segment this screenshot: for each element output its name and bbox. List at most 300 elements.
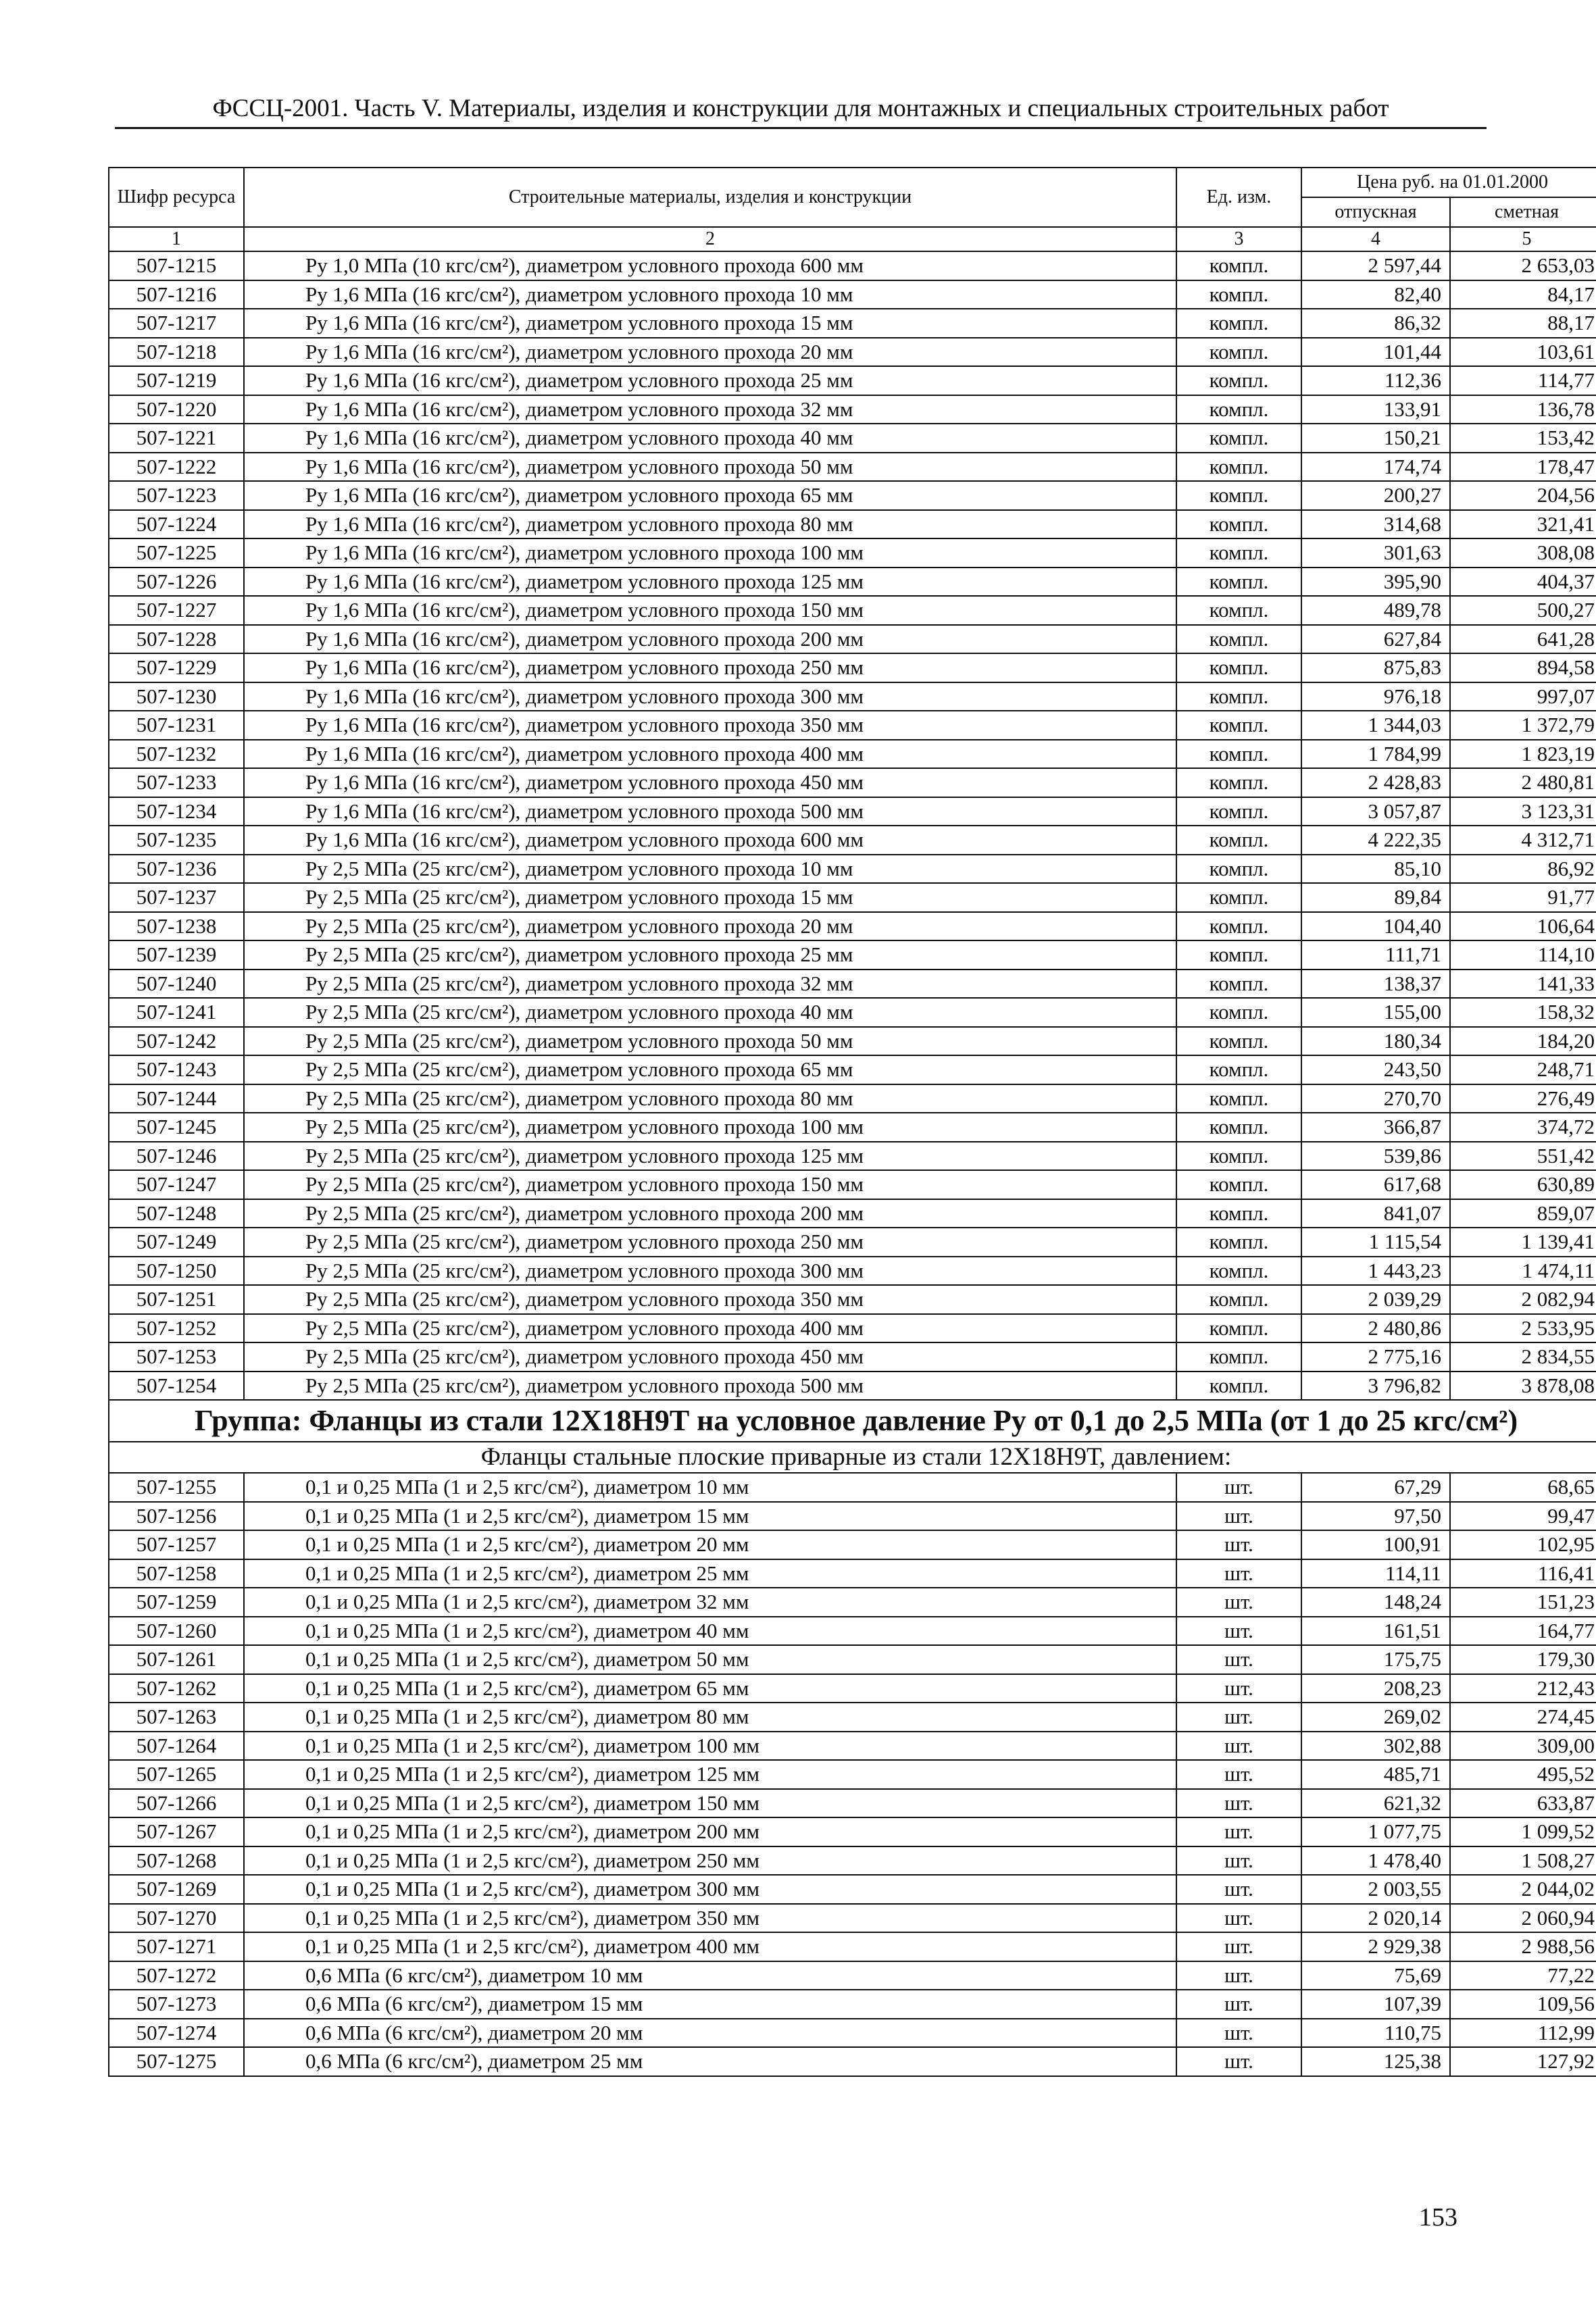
resource-code: 507-1235 (109, 826, 244, 855)
estimate-price: 136,78 (1450, 395, 1596, 424)
release-price: 110,75 (1301, 2019, 1450, 2048)
resource-code: 507-1220 (109, 395, 244, 424)
table-row (109, 251, 1596, 280)
unit-of-measure: компл. (1176, 883, 1301, 912)
table-row (109, 1113, 1596, 1142)
unit-of-measure: компл. (1176, 596, 1301, 625)
item-description: 0,1 и 0,25 МПа (1 и 2,5 кгс/см²), диаметром 15 мм (244, 1502, 1176, 1531)
resource-code: 507-1250 (109, 1257, 244, 1286)
unit-of-measure: компл. (1176, 653, 1301, 682)
estimate-price: 116,41 (1450, 1559, 1596, 1588)
unit-of-measure: шт. (1176, 1846, 1301, 1876)
column-number: 1 (109, 227, 244, 251)
release-price: 875,83 (1301, 653, 1450, 682)
unit-of-measure: компл. (1176, 538, 1301, 568)
table-row (109, 1703, 1596, 1732)
table-row (109, 797, 1596, 826)
item-description: 0,1 и 0,25 МПа (1 и 2,5 кгс/см²), диаметром 32 мм (244, 1588, 1176, 1617)
table-row (109, 883, 1596, 912)
release-price: 539,86 (1301, 1142, 1450, 1171)
table-row (109, 1285, 1596, 1314)
resource-code: 507-1255 (109, 1473, 244, 1502)
item-description: Ру 1,6 МПа (16 кгс/см²), диаметром условного прохода 25 мм (244, 366, 1176, 395)
item-description: 0,1 и 0,25 МПа (1 и 2,5 кгс/см²), диаметром 40 мм (244, 1617, 1176, 1646)
estimate-price: 141,33 (1450, 970, 1596, 999)
resource-code: 507-1221 (109, 424, 244, 453)
unit-of-measure: компл. (1176, 1199, 1301, 1228)
item-description: 0,1 и 0,25 МПа (1 и 2,5 кгс/см²), диаметром 350 мм (244, 1904, 1176, 1933)
column-number: 2 (244, 227, 1176, 251)
item-description: 0,6 МПа (6 кгс/см²), диаметром 15 мм (244, 1990, 1176, 2019)
table-row (109, 1228, 1596, 1257)
item-description: Ру 1,6 МПа (16 кгс/см²), диаметром условного прохода 32 мм (244, 395, 1176, 424)
unit-of-measure: шт. (1176, 1559, 1301, 1588)
unit-of-measure: компл. (1176, 625, 1301, 654)
estimate-price: 109,56 (1450, 1990, 1596, 2019)
table-row (109, 970, 1596, 999)
resource-code: 507-1267 (109, 1817, 244, 1846)
table-row (109, 424, 1596, 453)
table-row (109, 768, 1596, 797)
table-row (109, 596, 1596, 625)
resource-code: 507-1270 (109, 1904, 244, 1933)
table-row (109, 1961, 1596, 1990)
estimate-price: 2 044,02 (1450, 1875, 1596, 1904)
estimate-price: 102,95 (1450, 1530, 1596, 1559)
item-description: Ру 2,5 МПа (25 кгс/см²), диаметром условного прохода 200 мм (244, 1199, 1176, 1228)
estimate-price: 1 099,52 (1450, 1817, 1596, 1846)
item-description: 0,1 и 0,25 МПа (1 и 2,5 кгс/см²), диаметром 250 мм (244, 1846, 1176, 1876)
estimate-price: 106,64 (1450, 912, 1596, 941)
item-description: Ру 1,6 МПа (16 кгс/см²), диаметром условного прохода 100 мм (244, 538, 1176, 568)
item-description: Ру 2,5 МПа (25 кгс/см²), диаметром условного прохода 400 мм (244, 1314, 1176, 1343)
release-price: 2 039,29 (1301, 1285, 1450, 1314)
estimate-price: 84,17 (1450, 280, 1596, 309)
table-row (109, 1530, 1596, 1559)
resource-code: 507-1247 (109, 1170, 244, 1199)
table-row (109, 855, 1596, 884)
group-title: Группа: Фланцы из стали 12Х18Н9Т на условное давление Ру от 0,1 до 2,5 МПа (от 1 до 25 кгс/см²) (109, 1400, 1596, 1442)
resource-code: 507-1237 (109, 883, 244, 912)
table-row (109, 912, 1596, 941)
resource-code: 507-1243 (109, 1055, 244, 1084)
release-price: 200,27 (1301, 481, 1450, 510)
table-row (109, 711, 1596, 740)
table-row (109, 1314, 1596, 1343)
item-description: Ру 2,5 МПа (25 кгс/см²), диаметром условного прохода 32 мм (244, 970, 1176, 999)
resource-code: 507-1218 (109, 338, 244, 367)
table-row (109, 1732, 1596, 1761)
release-price: 97,50 (1301, 1502, 1450, 1531)
group-section (109, 1400, 1596, 1473)
header-price-release: отпускная (1301, 197, 1450, 227)
item-description: Ру 1,6 МПа (16 кгс/см²), диаметром условного прохода 200 мм (244, 625, 1176, 654)
release-price: 86,32 (1301, 309, 1450, 338)
release-price: 3 796,82 (1301, 1372, 1450, 1401)
unit-of-measure: шт. (1176, 1473, 1301, 1502)
header-name: Строительные материалы, изделия и конструкции (244, 168, 1176, 227)
table-row (109, 1588, 1596, 1617)
item-description: 0,1 и 0,25 МПа (1 и 2,5 кгс/см²), диаметром 200 мм (244, 1817, 1176, 1846)
resource-code: 507-1275 (109, 2047, 244, 2076)
estimate-price: 308,08 (1450, 538, 1596, 568)
estimate-price: 276,49 (1450, 1084, 1596, 1113)
table-row (109, 338, 1596, 367)
table-row (109, 1789, 1596, 1818)
estimate-price: 997,07 (1450, 682, 1596, 711)
item-description: 0,1 и 0,25 МПа (1 и 2,5 кгс/см²), диаметром 10 мм (244, 1473, 1176, 1502)
table-row (109, 1055, 1596, 1084)
table-row (109, 1084, 1596, 1113)
item-description: 0,1 и 0,25 МПа (1 и 2,5 кгс/см²), диаметром 300 мм (244, 1875, 1176, 1904)
estimate-price: 179,30 (1450, 1645, 1596, 1674)
estimate-price: 99,47 (1450, 1502, 1596, 1531)
item-description: Ру 1,6 МПа (16 кгс/см²), диаметром условного прохода 80 мм (244, 510, 1176, 539)
item-description: Ру 1,6 МПа (16 кгс/см²), диаметром условного прохода 20 мм (244, 338, 1176, 367)
table-row (109, 1027, 1596, 1056)
resource-code: 507-1261 (109, 1645, 244, 1674)
release-price: 89,84 (1301, 883, 1450, 912)
estimate-price: 88,17 (1450, 309, 1596, 338)
unit-of-measure: компл. (1176, 453, 1301, 482)
unit-of-measure: компл. (1176, 1285, 1301, 1314)
item-description: Ру 1,6 МПа (16 кгс/см²), диаметром условного прохода 350 мм (244, 711, 1176, 740)
resource-code: 507-1232 (109, 740, 244, 769)
release-price: 107,39 (1301, 1990, 1450, 2019)
resource-code: 507-1229 (109, 653, 244, 682)
unit-of-measure: компл. (1176, 1257, 1301, 1286)
estimate-price: 86,92 (1450, 855, 1596, 884)
estimate-price: 103,61 (1450, 338, 1596, 367)
unit-of-measure: шт. (1176, 2019, 1301, 2048)
resource-code: 507-1251 (109, 1285, 244, 1314)
table-row (109, 395, 1596, 424)
resource-code: 507-1236 (109, 855, 244, 884)
table-row (109, 1473, 1596, 1502)
item-description: Ру 1,6 МПа (16 кгс/см²), диаметром условного прохода 250 мм (244, 653, 1176, 682)
table-row (109, 538, 1596, 568)
resource-code: 507-1268 (109, 1846, 244, 1876)
price-table-container (108, 167, 1595, 2077)
unit-of-measure: компл. (1176, 711, 1301, 740)
table-row (109, 309, 1596, 338)
resource-code: 507-1231 (109, 711, 244, 740)
item-description: Ру 1,6 МПа (16 кгс/см²), диаметром условного прохода 125 мм (244, 568, 1176, 597)
unit-of-measure: шт. (1176, 1732, 1301, 1761)
release-price: 4 222,35 (1301, 826, 1450, 855)
item-description: 0,1 и 0,25 МПа (1 и 2,5 кгс/см²), диаметром 150 мм (244, 1789, 1176, 1818)
page-header: ФССЦ-2001. Часть V. Материалы, изделия и конструкции для монтажных и специальных строительных работ (115, 92, 1487, 129)
unit-of-measure: компл. (1176, 1372, 1301, 1401)
item-description: Ру 2,5 МПа (25 кгс/см²), диаметром условного прохода 300 мм (244, 1257, 1176, 1286)
resource-code: 507-1257 (109, 1530, 244, 1559)
release-price: 617,68 (1301, 1170, 1450, 1199)
table-row (109, 625, 1596, 654)
resource-code: 507-1260 (109, 1617, 244, 1646)
table-row (109, 453, 1596, 482)
header-price-estimate: сметная (1450, 197, 1596, 227)
release-price: 395,90 (1301, 568, 1450, 597)
resource-code: 507-1263 (109, 1703, 244, 1732)
unit-of-measure: компл. (1176, 251, 1301, 280)
item-description: 0,6 МПа (6 кгс/см²), диаметром 20 мм (244, 2019, 1176, 2048)
unit-of-measure: компл. (1176, 912, 1301, 941)
unit-of-measure: компл. (1176, 940, 1301, 970)
table-body-section-b (109, 1473, 1596, 2076)
resource-code: 507-1239 (109, 940, 244, 970)
release-price: 314,68 (1301, 510, 1450, 539)
item-description: Ру 1,6 МПа (16 кгс/см²), диаметром условного прохода 10 мм (244, 280, 1176, 309)
estimate-price: 633,87 (1450, 1789, 1596, 1818)
release-price: 2 003,55 (1301, 1875, 1450, 1904)
item-description: Ру 1,6 МПа (16 кгс/см²), диаметром условного прохода 500 мм (244, 797, 1176, 826)
release-price: 485,71 (1301, 1760, 1450, 1789)
item-description: Ру 1,6 МПа (16 кгс/см²), диаметром условного прохода 600 мм (244, 826, 1176, 855)
page-number: 153 (1419, 2203, 1457, 2232)
unit-of-measure: шт. (1176, 1703, 1301, 1732)
table-row (109, 1846, 1596, 1876)
table-row (109, 2047, 1596, 2076)
resource-code: 507-1256 (109, 1502, 244, 1531)
release-price: 125,38 (1301, 2047, 1450, 2076)
release-price: 111,71 (1301, 940, 1450, 970)
unit-of-measure: шт. (1176, 1990, 1301, 2019)
item-description: Ру 1,6 МПа (16 кгс/см²), диаметром условного прохода 450 мм (244, 768, 1176, 797)
item-description: 0,1 и 0,25 МПа (1 и 2,5 кгс/см²), диаметром 50 мм (244, 1645, 1176, 1674)
unit-of-measure: компл. (1176, 1142, 1301, 1171)
item-description: 0,1 и 0,25 МПа (1 и 2,5 кгс/см²), диаметром 25 мм (244, 1559, 1176, 1588)
resource-code: 507-1242 (109, 1027, 244, 1056)
resource-code: 507-1262 (109, 1674, 244, 1703)
table-row (109, 740, 1596, 769)
resource-code: 507-1249 (109, 1228, 244, 1257)
release-price: 1 077,75 (1301, 1817, 1450, 1846)
column-number: 5 (1450, 227, 1596, 251)
table-row (109, 1342, 1596, 1372)
item-description: 0,6 МПа (6 кгс/см²), диаметром 10 мм (244, 1961, 1176, 1990)
item-description: Ру 2,5 МПа (25 кгс/см²), диаметром условного прохода 500 мм (244, 1372, 1176, 1401)
unit-of-measure: компл. (1176, 826, 1301, 855)
table-row (109, 1142, 1596, 1171)
estimate-price: 1 139,41 (1450, 1228, 1596, 1257)
item-description: Ру 2,5 МПа (25 кгс/см²), диаметром условного прохода 450 мм (244, 1342, 1176, 1372)
resource-code: 507-1253 (109, 1342, 244, 1372)
table-row (109, 1617, 1596, 1646)
estimate-price: 158,32 (1450, 998, 1596, 1027)
item-description: Ру 1,6 МПа (16 кгс/см²), диаметром условного прохода 150 мм (244, 596, 1176, 625)
release-price: 1 344,03 (1301, 711, 1450, 740)
table-row (109, 280, 1596, 309)
resource-code: 507-1244 (109, 1084, 244, 1113)
release-price: 82,40 (1301, 280, 1450, 309)
unit-of-measure: компл. (1176, 740, 1301, 769)
unit-of-measure: шт. (1176, 1817, 1301, 1846)
item-description: Ру 2,5 МПа (25 кгс/см²), диаметром условного прохода 10 мм (244, 855, 1176, 884)
resource-code: 507-1216 (109, 280, 244, 309)
table-body-section-a (109, 251, 1596, 1400)
estimate-price: 1 823,19 (1450, 740, 1596, 769)
resource-code: 507-1225 (109, 538, 244, 568)
release-price: 243,50 (1301, 1055, 1450, 1084)
estimate-price: 184,20 (1450, 1027, 1596, 1056)
table-row (109, 1932, 1596, 1961)
column-number: 3 (1176, 227, 1301, 251)
resource-code: 507-1223 (109, 481, 244, 510)
item-description: 0,6 МПа (6 кгс/см²), диаметром 25 мм (244, 2047, 1176, 2076)
unit-of-measure: компл. (1176, 768, 1301, 797)
estimate-price: 894,58 (1450, 653, 1596, 682)
unit-of-measure: компл. (1176, 682, 1301, 711)
estimate-price: 114,77 (1450, 366, 1596, 395)
release-price: 161,51 (1301, 1617, 1450, 1646)
estimate-price: 151,23 (1450, 1588, 1596, 1617)
item-description: Ру 1,6 МПа (16 кгс/см²), диаметром условного прохода 400 мм (244, 740, 1176, 769)
item-description: Ру 1,6 МПа (16 кгс/см²), диаметром условного прохода 65 мм (244, 481, 1176, 510)
release-price: 174,74 (1301, 453, 1450, 482)
item-description: Ру 2,5 МПа (25 кгс/см²), диаметром условного прохода 350 мм (244, 1285, 1176, 1314)
table-row (109, 682, 1596, 711)
estimate-price: 248,71 (1450, 1055, 1596, 1084)
release-price: 841,07 (1301, 1199, 1450, 1228)
release-price: 489,78 (1301, 596, 1450, 625)
unit-of-measure: шт. (1176, 1674, 1301, 1703)
release-price: 1 478,40 (1301, 1846, 1450, 1876)
table-row (109, 1372, 1596, 1401)
table-row (109, 1904, 1596, 1933)
estimate-price: 3 123,31 (1450, 797, 1596, 826)
table-row (109, 1817, 1596, 1846)
resource-code: 507-1217 (109, 309, 244, 338)
estimate-price: 178,47 (1450, 453, 1596, 482)
resource-code: 507-1240 (109, 970, 244, 999)
resource-code: 507-1254 (109, 1372, 244, 1401)
estimate-price: 859,07 (1450, 1199, 1596, 1228)
unit-of-measure: шт. (1176, 1904, 1301, 1933)
estimate-price: 2 082,94 (1450, 1285, 1596, 1314)
resource-code: 507-1274 (109, 2019, 244, 2048)
estimate-price: 551,42 (1450, 1142, 1596, 1171)
release-price: 2 428,83 (1301, 768, 1450, 797)
resource-code: 507-1230 (109, 682, 244, 711)
unit-of-measure: компл. (1176, 1342, 1301, 1372)
item-description: Ру 2,5 МПа (25 кгс/см²), диаметром условного прохода 65 мм (244, 1055, 1176, 1084)
table-row (109, 1990, 1596, 2019)
release-price: 114,11 (1301, 1559, 1450, 1588)
resource-code: 507-1246 (109, 1142, 244, 1171)
item-description: Ру 1,0 МПа (10 кгс/см²), диаметром условного прохода 600 мм (244, 251, 1176, 280)
release-price: 100,91 (1301, 1530, 1450, 1559)
unit-of-measure: шт. (1176, 1961, 1301, 1990)
resource-code: 507-1234 (109, 797, 244, 826)
table-row (109, 826, 1596, 855)
table-row (109, 1502, 1596, 1531)
item-description: Ру 2,5 МПа (25 кгс/см²), диаметром условного прохода 20 мм (244, 912, 1176, 941)
release-price: 67,29 (1301, 1473, 1450, 1502)
unit-of-measure: шт. (1176, 1617, 1301, 1646)
unit-of-measure: компл. (1176, 797, 1301, 826)
table-row (109, 481, 1596, 510)
item-description: Ру 1,6 МПа (16 кгс/см²), диаметром условного прохода 15 мм (244, 309, 1176, 338)
estimate-price: 321,41 (1450, 510, 1596, 539)
subgroup-title: Фланцы стальные плоские приварные из стали 12Х18Н9Т, давлением: (109, 1442, 1596, 1473)
unit-of-measure: компл. (1176, 1170, 1301, 1199)
release-price: 2 020,14 (1301, 1904, 1450, 1933)
table-row (109, 2019, 1596, 2048)
unit-of-measure: компл. (1176, 998, 1301, 1027)
item-description: Ру 2,5 МПа (25 кгс/см²), диаметром условного прохода 80 мм (244, 1084, 1176, 1113)
item-description: 0,1 и 0,25 МПа (1 и 2,5 кгс/см²), диаметром 65 мм (244, 1674, 1176, 1703)
unit-of-measure: компл. (1176, 309, 1301, 338)
unit-of-measure: компл. (1176, 1314, 1301, 1343)
item-description: Ру 2,5 МПа (25 кгс/см²), диаметром условного прохода 100 мм (244, 1113, 1176, 1142)
estimate-price: 212,43 (1450, 1674, 1596, 1703)
resource-code: 507-1228 (109, 625, 244, 654)
resource-code: 507-1264 (109, 1732, 244, 1761)
release-price: 112,36 (1301, 366, 1450, 395)
table-row (109, 1559, 1596, 1588)
table-row (109, 1257, 1596, 1286)
estimate-price: 274,45 (1450, 1703, 1596, 1732)
resource-code: 507-1248 (109, 1199, 244, 1228)
table-row (109, 1674, 1596, 1703)
unit-of-measure: компл. (1176, 1027, 1301, 1056)
unit-of-measure: компл. (1176, 1055, 1301, 1084)
table-row (109, 366, 1596, 395)
unit-of-measure: шт. (1176, 1789, 1301, 1818)
estimate-price: 2 533,95 (1450, 1314, 1596, 1343)
unit-of-measure: компл. (1176, 1084, 1301, 1113)
header-price: Цена руб. на 01.01.2000 (1301, 168, 1596, 197)
estimate-price: 112,99 (1450, 2019, 1596, 2048)
item-description: Ру 1,6 МПа (16 кгс/см²), диаметром условного прохода 50 мм (244, 453, 1176, 482)
estimate-price: 3 878,08 (1450, 1372, 1596, 1401)
table-row (109, 653, 1596, 682)
release-price: 1 443,23 (1301, 1257, 1450, 1286)
release-price: 627,84 (1301, 625, 1450, 654)
unit-of-measure: шт. (1176, 1760, 1301, 1789)
column-number-row (109, 227, 1596, 251)
item-description: 0,1 и 0,25 МПа (1 и 2,5 кгс/см²), диаметром 125 мм (244, 1760, 1176, 1789)
estimate-price: 77,22 (1450, 1961, 1596, 1990)
estimate-price: 374,72 (1450, 1113, 1596, 1142)
release-price: 2 929,38 (1301, 1932, 1450, 1961)
item-description: 0,1 и 0,25 МПа (1 и 2,5 кгс/см²), диаметром 80 мм (244, 1703, 1176, 1732)
resource-code: 507-1224 (109, 510, 244, 539)
unit-of-measure: компл. (1176, 338, 1301, 367)
estimate-price: 127,92 (1450, 2047, 1596, 2076)
resource-code: 507-1271 (109, 1932, 244, 1961)
estimate-price: 4 312,71 (1450, 826, 1596, 855)
item-description: Ру 1,6 МПа (16 кгс/см²), диаметром условного прохода 300 мм (244, 682, 1176, 711)
item-description: 0,1 и 0,25 МПа (1 и 2,5 кгс/см²), диаметром 400 мм (244, 1932, 1176, 1961)
unit-of-measure: компл. (1176, 1228, 1301, 1257)
estimate-price: 2 834,55 (1450, 1342, 1596, 1372)
table-row (109, 1875, 1596, 1904)
estimate-price: 204,56 (1450, 481, 1596, 510)
estimate-price: 1 372,79 (1450, 711, 1596, 740)
unit-of-measure: шт. (1176, 1502, 1301, 1531)
release-price: 301,63 (1301, 538, 1450, 568)
item-description: 0,1 и 0,25 МПа (1 и 2,5 кгс/см²), диаметром 20 мм (244, 1530, 1176, 1559)
release-price: 2 597,44 (1301, 251, 1450, 280)
release-price: 150,21 (1301, 424, 1450, 453)
unit-of-measure: шт. (1176, 1645, 1301, 1674)
release-price: 2 480,86 (1301, 1314, 1450, 1343)
item-description: Ру 2,5 МПа (25 кгс/см²), диаметром условного прохода 250 мм (244, 1228, 1176, 1257)
resource-code: 507-1219 (109, 366, 244, 395)
resource-code: 507-1233 (109, 768, 244, 797)
column-number: 4 (1301, 227, 1450, 251)
